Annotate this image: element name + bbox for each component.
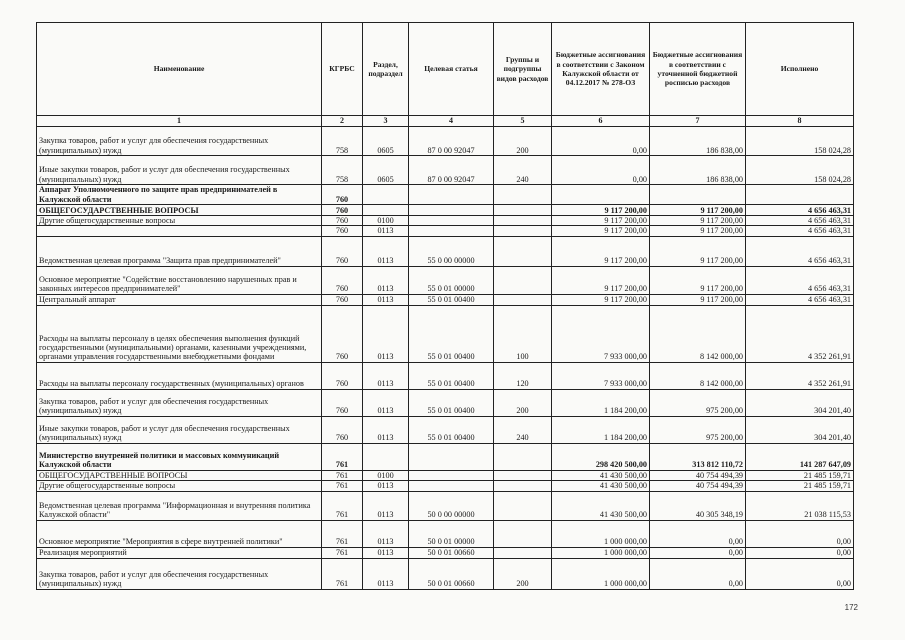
row-executed: 304 201,40 <box>746 389 854 416</box>
table-row <box>37 558 854 589</box>
row-refined-allocation: 975 200,00 <box>650 416 746 443</box>
row-razdel: 0100 <box>363 216 409 226</box>
header-executed: Исполнено <box>746 23 854 116</box>
row-razdel: 0113 <box>363 416 409 443</box>
row-law-allocation: 1 184 200,00 <box>552 416 650 443</box>
row-kgrbs: 761 <box>322 491 363 520</box>
row-razdel: 0100 <box>363 470 409 480</box>
row-executed: 4 656 463,31 <box>746 266 854 294</box>
row-target-article: 55 0 01 00400 <box>409 416 494 443</box>
row-executed: 0,00 <box>746 547 854 558</box>
row-expense-group <box>494 236 552 266</box>
row-expense-group <box>494 443 552 470</box>
row-refined-allocation: 40 305 348,19 <box>650 491 746 520</box>
table-row <box>37 205 854 216</box>
row-expense-group: 120 <box>494 362 552 389</box>
table-row <box>37 127 854 156</box>
header-law-allocation: Бюджетные ассигнования в соответствии с Законом Калужской области от 04.12.2017 № 278-ОЗ <box>552 23 650 116</box>
row-kgrbs: 760 <box>322 305 363 362</box>
header-razdel: Раздел, подраздел <box>363 23 409 116</box>
row-kgrbs: 758 <box>322 127 363 156</box>
header-refined-allocation: Бюджетные ассигнования в соответствии с уточненной бюджетной росписью расходов <box>650 23 746 116</box>
row-name: Закупка товаров, работ и услуг для обеспечения государственных (муниципальных) нужд <box>37 389 322 416</box>
page-number: 172 <box>844 603 858 612</box>
row-razdel <box>363 185 409 205</box>
row-expense-group <box>494 547 552 558</box>
row-kgrbs: 761 <box>322 481 363 491</box>
row-razdel: 0113 <box>363 294 409 305</box>
row-expense-group: 240 <box>494 416 552 443</box>
row-name <box>37 226 322 236</box>
row-target-article: 55 0 01 00400 <box>409 362 494 389</box>
row-refined-allocation: 9 117 200,00 <box>650 205 746 216</box>
row-expense-group: 200 <box>494 558 552 589</box>
table-row <box>37 362 854 389</box>
row-law-allocation: 9 117 200,00 <box>552 266 650 294</box>
row-executed: 158 024,28 <box>746 127 854 156</box>
table-row <box>37 416 854 443</box>
row-executed <box>746 185 854 205</box>
table-row <box>37 266 854 294</box>
table-body <box>37 127 854 590</box>
row-expense-group <box>494 216 552 226</box>
row-expense-group: 200 <box>494 127 552 156</box>
row-razdel: 0113 <box>363 481 409 491</box>
row-executed: 141 287 647,09 <box>746 443 854 470</box>
row-kgrbs: 760 <box>322 294 363 305</box>
row-refined-allocation: 0,00 <box>650 520 746 547</box>
row-law-allocation: 0,00 <box>552 156 650 185</box>
row-refined-allocation: 9 117 200,00 <box>650 294 746 305</box>
row-kgrbs: 760 <box>322 185 363 205</box>
row-refined-allocation: 8 142 000,00 <box>650 305 746 362</box>
row-target-article <box>409 470 494 480</box>
row-refined-allocation: 313 812 110,72 <box>650 443 746 470</box>
row-razdel: 0113 <box>363 305 409 362</box>
row-refined-allocation: 40 754 494,39 <box>650 481 746 491</box>
row-refined-allocation: 186 838,00 <box>650 127 746 156</box>
header-name: Наименование <box>37 23 322 116</box>
row-expense-group: 100 <box>494 305 552 362</box>
column-number: 3 <box>363 116 409 127</box>
table-row <box>37 294 854 305</box>
table-row <box>37 305 854 362</box>
row-razdel: 0605 <box>363 127 409 156</box>
budget-execution-table <box>36 22 854 590</box>
row-executed: 4 656 463,31 <box>746 205 854 216</box>
row-kgrbs: 760 <box>322 416 363 443</box>
row-name: Ведомственная целевая программа "Защита прав предпринимателей" <box>37 236 322 266</box>
row-kgrbs: 760 <box>322 362 363 389</box>
row-name: Иные закупки товаров, работ и услуг для обеспечения государственных (муниципальных) нужд <box>37 156 322 185</box>
row-law-allocation: 41 430 500,00 <box>552 491 650 520</box>
column-number-row <box>37 116 854 127</box>
row-law-allocation: 41 430 500,00 <box>552 481 650 491</box>
table-row <box>37 156 854 185</box>
table-header-row <box>37 23 854 116</box>
row-refined-allocation: 0,00 <box>650 558 746 589</box>
row-razdel <box>363 443 409 470</box>
row-name: ОБЩЕГОСУДАРСТВЕННЫЕ ВОПРОСЫ <box>37 470 322 480</box>
row-razdel: 0113 <box>363 389 409 416</box>
row-target-article: 55 0 01 00400 <box>409 389 494 416</box>
row-law-allocation: 7 933 000,00 <box>552 362 650 389</box>
row-name: ОБЩЕГОСУДАРСТВЕННЫЕ ВОПРОСЫ <box>37 205 322 216</box>
table-row <box>37 491 854 520</box>
row-executed: 304 201,40 <box>746 416 854 443</box>
row-refined-allocation: 975 200,00 <box>650 389 746 416</box>
column-number: 1 <box>37 116 322 127</box>
row-executed: 4 352 261,91 <box>746 305 854 362</box>
row-expense-group: 240 <box>494 156 552 185</box>
row-razdel: 0605 <box>363 156 409 185</box>
row-expense-group <box>494 294 552 305</box>
table-row <box>37 443 854 470</box>
row-executed: 4 352 261,91 <box>746 362 854 389</box>
row-refined-allocation: 8 142 000,00 <box>650 362 746 389</box>
column-number: 6 <box>552 116 650 127</box>
column-number: 4 <box>409 116 494 127</box>
row-target-article: 50 0 01 00660 <box>409 558 494 589</box>
row-kgrbs: 761 <box>322 470 363 480</box>
header-target-article: Целевая статья <box>409 23 494 116</box>
row-kgrbs: 761 <box>322 520 363 547</box>
row-law-allocation: 9 117 200,00 <box>552 294 650 305</box>
row-law-allocation: 7 933 000,00 <box>552 305 650 362</box>
row-name: Иные закупки товаров, работ и услуг для обеспечения государственных (муниципальных) нужд <box>37 416 322 443</box>
row-refined-allocation: 9 117 200,00 <box>650 226 746 236</box>
row-law-allocation: 9 117 200,00 <box>552 205 650 216</box>
row-name: Закупка товаров, работ и услуг для обеспечения государственных (муниципальных) нужд <box>37 558 322 589</box>
row-kgrbs: 760 <box>322 236 363 266</box>
row-target-article <box>409 226 494 236</box>
row-expense-group <box>494 226 552 236</box>
row-expense-group <box>494 205 552 216</box>
row-executed: 4 656 463,31 <box>746 294 854 305</box>
header-kgrbs: КГРБС <box>322 23 363 116</box>
row-name: Министерство внутренней политики и массовых коммуникаций Калужской области <box>37 443 322 470</box>
row-law-allocation: 9 117 200,00 <box>552 236 650 266</box>
row-executed: 0,00 <box>746 558 854 589</box>
row-expense-group <box>494 481 552 491</box>
row-kgrbs: 761 <box>322 443 363 470</box>
table-row <box>37 520 854 547</box>
column-number: 8 <box>746 116 854 127</box>
row-kgrbs: 760 <box>322 205 363 216</box>
column-number: 2 <box>322 116 363 127</box>
row-law-allocation: 1 184 200,00 <box>552 389 650 416</box>
row-name: Закупка товаров, работ и услуг для обеспечения государственных (муниципальных) нужд <box>37 127 322 156</box>
row-name: Центральный аппарат <box>37 294 322 305</box>
row-target-article <box>409 185 494 205</box>
header-expense-group: Группы и подгруппы видов расходов <box>494 23 552 116</box>
row-name: Основное мероприятие "Содействие восстановлению нарушенных прав и законных интересов предпринимателей" <box>37 266 322 294</box>
row-law-allocation: 9 117 200,00 <box>552 226 650 236</box>
row-expense-group <box>494 491 552 520</box>
row-kgrbs: 758 <box>322 156 363 185</box>
row-kgrbs: 760 <box>322 226 363 236</box>
row-kgrbs: 760 <box>322 389 363 416</box>
row-law-allocation: 1 000 000,00 <box>552 558 650 589</box>
row-razdel: 0113 <box>363 558 409 589</box>
row-refined-allocation: 40 754 494,39 <box>650 470 746 480</box>
row-target-article: 50 0 01 00660 <box>409 547 494 558</box>
row-executed: 21 485 159,71 <box>746 481 854 491</box>
table-row <box>37 547 854 558</box>
row-refined-allocation: 0,00 <box>650 547 746 558</box>
row-target-article: 50 0 00 00000 <box>409 491 494 520</box>
table-row <box>37 185 854 205</box>
row-name: Аппарат Уполномоченного по защите прав предпринимателей в Калужской области <box>37 185 322 205</box>
row-razdel: 0113 <box>363 226 409 236</box>
table-row <box>37 481 854 491</box>
row-refined-allocation: 186 838,00 <box>650 156 746 185</box>
row-name: Другие общегосударственные вопросы <box>37 481 322 491</box>
row-refined-allocation: 9 117 200,00 <box>650 236 746 266</box>
column-number: 5 <box>494 116 552 127</box>
row-target-article <box>409 443 494 470</box>
row-target-article <box>409 481 494 491</box>
row-executed: 4 656 463,31 <box>746 226 854 236</box>
row-razdel: 0113 <box>363 362 409 389</box>
row-executed: 4 656 463,31 <box>746 236 854 266</box>
table-row <box>37 216 854 226</box>
row-expense-group <box>494 185 552 205</box>
row-target-article: 87 0 00 92047 <box>409 156 494 185</box>
row-name: Расходы на выплаты персоналу государственных (муниципальных) органов <box>37 362 322 389</box>
row-refined-allocation <box>650 185 746 205</box>
row-expense-group <box>494 520 552 547</box>
row-kgrbs: 760 <box>322 216 363 226</box>
row-refined-allocation: 9 117 200,00 <box>650 266 746 294</box>
row-law-allocation: 0,00 <box>552 127 650 156</box>
row-name: Основное мероприятие "Мероприятия в сфере внутренней политики" <box>37 520 322 547</box>
row-name: Расходы на выплаты персоналу в целях обеспечения выполнения функций государственными (муниципальными) органами, казенными учреждениями, органами управления государственными внебюджетными фондами <box>37 305 322 362</box>
row-razdel: 0113 <box>363 266 409 294</box>
row-target-article: 55 0 01 00400 <box>409 294 494 305</box>
row-razdel: 0113 <box>363 547 409 558</box>
row-executed: 21 485 159,71 <box>746 470 854 480</box>
table-row <box>37 226 854 236</box>
table-row <box>37 470 854 480</box>
table-row <box>37 236 854 266</box>
row-kgrbs: 761 <box>322 547 363 558</box>
row-target-article: 55 0 00 00000 <box>409 236 494 266</box>
row-expense-group <box>494 266 552 294</box>
row-razdel: 0113 <box>363 491 409 520</box>
row-law-allocation: 298 420 500,00 <box>552 443 650 470</box>
row-kgrbs: 761 <box>322 558 363 589</box>
row-target-article: 55 0 01 00000 <box>409 266 494 294</box>
row-target-article <box>409 205 494 216</box>
row-name: Реализация мероприятий <box>37 547 322 558</box>
row-law-allocation: 1 000 000,00 <box>552 520 650 547</box>
row-name: Ведомственная целевая программа "Информационная и внутренняя политика Калужской области" <box>37 491 322 520</box>
row-executed: 21 038 115,53 <box>746 491 854 520</box>
row-law-allocation: 1 000 000,00 <box>552 547 650 558</box>
row-target-article: 50 0 01 00000 <box>409 520 494 547</box>
row-executed: 158 024,28 <box>746 156 854 185</box>
row-target-article <box>409 216 494 226</box>
row-law-allocation <box>552 185 650 205</box>
row-refined-allocation: 9 117 200,00 <box>650 216 746 226</box>
row-razdel <box>363 205 409 216</box>
row-law-allocation: 41 430 500,00 <box>552 470 650 480</box>
row-target-article: 87 0 00 92047 <box>409 127 494 156</box>
row-expense-group: 200 <box>494 389 552 416</box>
column-number: 7 <box>650 116 746 127</box>
row-kgrbs: 760 <box>322 266 363 294</box>
row-target-article: 55 0 01 00400 <box>409 305 494 362</box>
row-razdel: 0113 <box>363 236 409 266</box>
row-expense-group <box>494 470 552 480</box>
row-name: Другие общегосударственные вопросы <box>37 216 322 226</box>
row-executed: 0,00 <box>746 520 854 547</box>
row-law-allocation: 9 117 200,00 <box>552 216 650 226</box>
row-executed: 4 656 463,31 <box>746 216 854 226</box>
table-row <box>37 389 854 416</box>
row-razdel: 0113 <box>363 520 409 547</box>
